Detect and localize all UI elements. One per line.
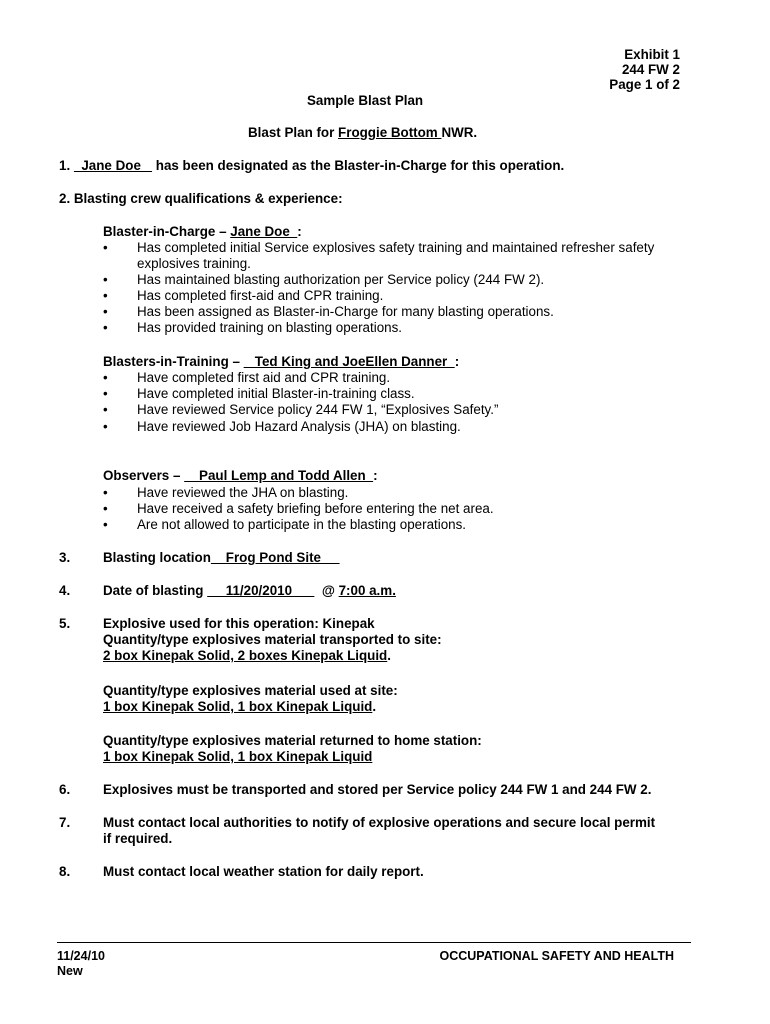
bullet-glyph: • (103, 419, 108, 434)
returned-label: Quantity/type explosives material returned to home station: (103, 733, 482, 748)
footer-rule (57, 942, 691, 943)
item-7-text: Must contact local authorities to notify of explosive operations and secure local permit (103, 815, 656, 830)
bullet-glyph: • (103, 240, 108, 255)
plan-for-line: Blast Plan for Froggie Bottom NWR. (248, 125, 478, 140)
bullet-glyph: • (103, 370, 108, 385)
bic-name: Jane Doe (230, 224, 298, 239)
item-1: 1. Jane Doe has been designated as the Blaster-in-Charge for this operation. (59, 158, 565, 173)
footer-date: 11/24/10 (57, 949, 105, 963)
blaster-in-charge-name: Jane Doe (73, 158, 153, 173)
list-item: Have completed initial Blaster-in-training class. (137, 386, 415, 401)
item-6-number: 6. (59, 782, 71, 797)
bullet-glyph: • (103, 304, 108, 319)
list-item: Are not allowed to participate in the blasting operations. (137, 517, 467, 532)
list-item: Has provided training on blasting operations. (137, 320, 403, 335)
list-item: Have reviewed Service policy 244 FW 1, “Explosives Safety.” (137, 402, 499, 417)
exhibit-label: Exhibit 1 (624, 47, 680, 62)
bullet-glyph: • (103, 517, 108, 532)
time-value: 7:00 a.m. (338, 583, 396, 598)
item-4-number: 4. (59, 583, 71, 598)
location-value: Frog Pond Site (210, 550, 340, 565)
transported-value: 2 box Kinepak Solid, 2 boxes Kinepak Liquid. (103, 648, 391, 663)
transported-label: Quantity/type explosives material transported to site: (103, 632, 442, 647)
footer-status: New (57, 964, 83, 978)
list-item: Have completed first aid and CPR training. (137, 370, 391, 385)
policy-label: 244 FW 2 (621, 62, 680, 77)
list-item: Have reviewed Job Hazard Analysis (JHA) on blasting. (137, 419, 461, 434)
list-item: Has completed first-aid and CPR training. (137, 288, 384, 303)
item-8-number: 8. (59, 864, 71, 879)
bullet-glyph: • (103, 402, 108, 417)
bullet-glyph: • (103, 288, 108, 303)
refuge-name: Froggie Bottom (338, 125, 442, 140)
bullet-glyph: • (103, 386, 108, 401)
list-item: Has been assigned as Blaster-in-Charge for many blasting operations. (137, 304, 554, 319)
page-number: Page 1 of 2 (609, 77, 680, 92)
used-value: 1 box Kinepak Solid, 1 box Kinepak Liquid. (103, 699, 377, 714)
date-value: 11/20/2010 (207, 583, 315, 598)
item-2-heading: 2. Blasting crew qualifications & experience: (59, 191, 343, 206)
item-3-number: 3. (59, 550, 71, 565)
item-8-text: Must contact local weather station for daily report. (103, 864, 424, 879)
item-6-text: Explosives must be transported and stored per Service policy 244 FW 1 and 244 FW 2. (103, 782, 652, 797)
observers-heading: Observers – Paul Lemp and Todd Allen : (103, 468, 378, 483)
bullet-glyph: • (103, 485, 108, 500)
trainees-names: Ted King and JoeEllen Danner (243, 354, 455, 369)
list-item-continuation: explosives training. (137, 256, 251, 271)
list-item: Has maintained blasting authorization per Service policy (244 FW 2). (137, 272, 545, 287)
blasting-location: Blasting location Frog Pond Site (103, 550, 340, 565)
item-7-number: 7. (59, 815, 71, 830)
list-item: Have reviewed the JHA on blasting. (137, 485, 349, 500)
document-title: Sample Blast Plan (307, 93, 424, 108)
bullet-glyph: • (103, 320, 108, 335)
bullet-glyph: • (103, 272, 108, 287)
returned-value: 1 box Kinepak Solid, 1 box Kinepak Liquid (103, 749, 373, 764)
blasting-date: Date of blasting 11/20/2010 @ 7:00 a.m. (103, 583, 396, 598)
trainees-heading: Blasters-in-Training – Ted King and JoeEllen Danner : (103, 354, 460, 369)
item-7-text-cont: if required. (103, 831, 173, 846)
observers-names: Paul Lemp and Todd Allen (184, 468, 374, 483)
item-5-number: 5. (59, 616, 71, 631)
bic-heading: Blaster-in-Charge – Jane Doe : (103, 224, 302, 239)
list-item: Has completed initial Service explosives safety training and maintained refresher safety (137, 240, 655, 255)
footer-org: OCCUPATIONAL SAFETY AND HEALTH (439, 949, 674, 963)
list-item: Have received a safety briefing before entering the net area. (137, 501, 494, 516)
bullet-glyph: • (103, 501, 108, 516)
used-label: Quantity/type explosives material used at site: (103, 683, 398, 698)
explosive-used: Explosive used for this operation: Kinepak (103, 616, 375, 631)
